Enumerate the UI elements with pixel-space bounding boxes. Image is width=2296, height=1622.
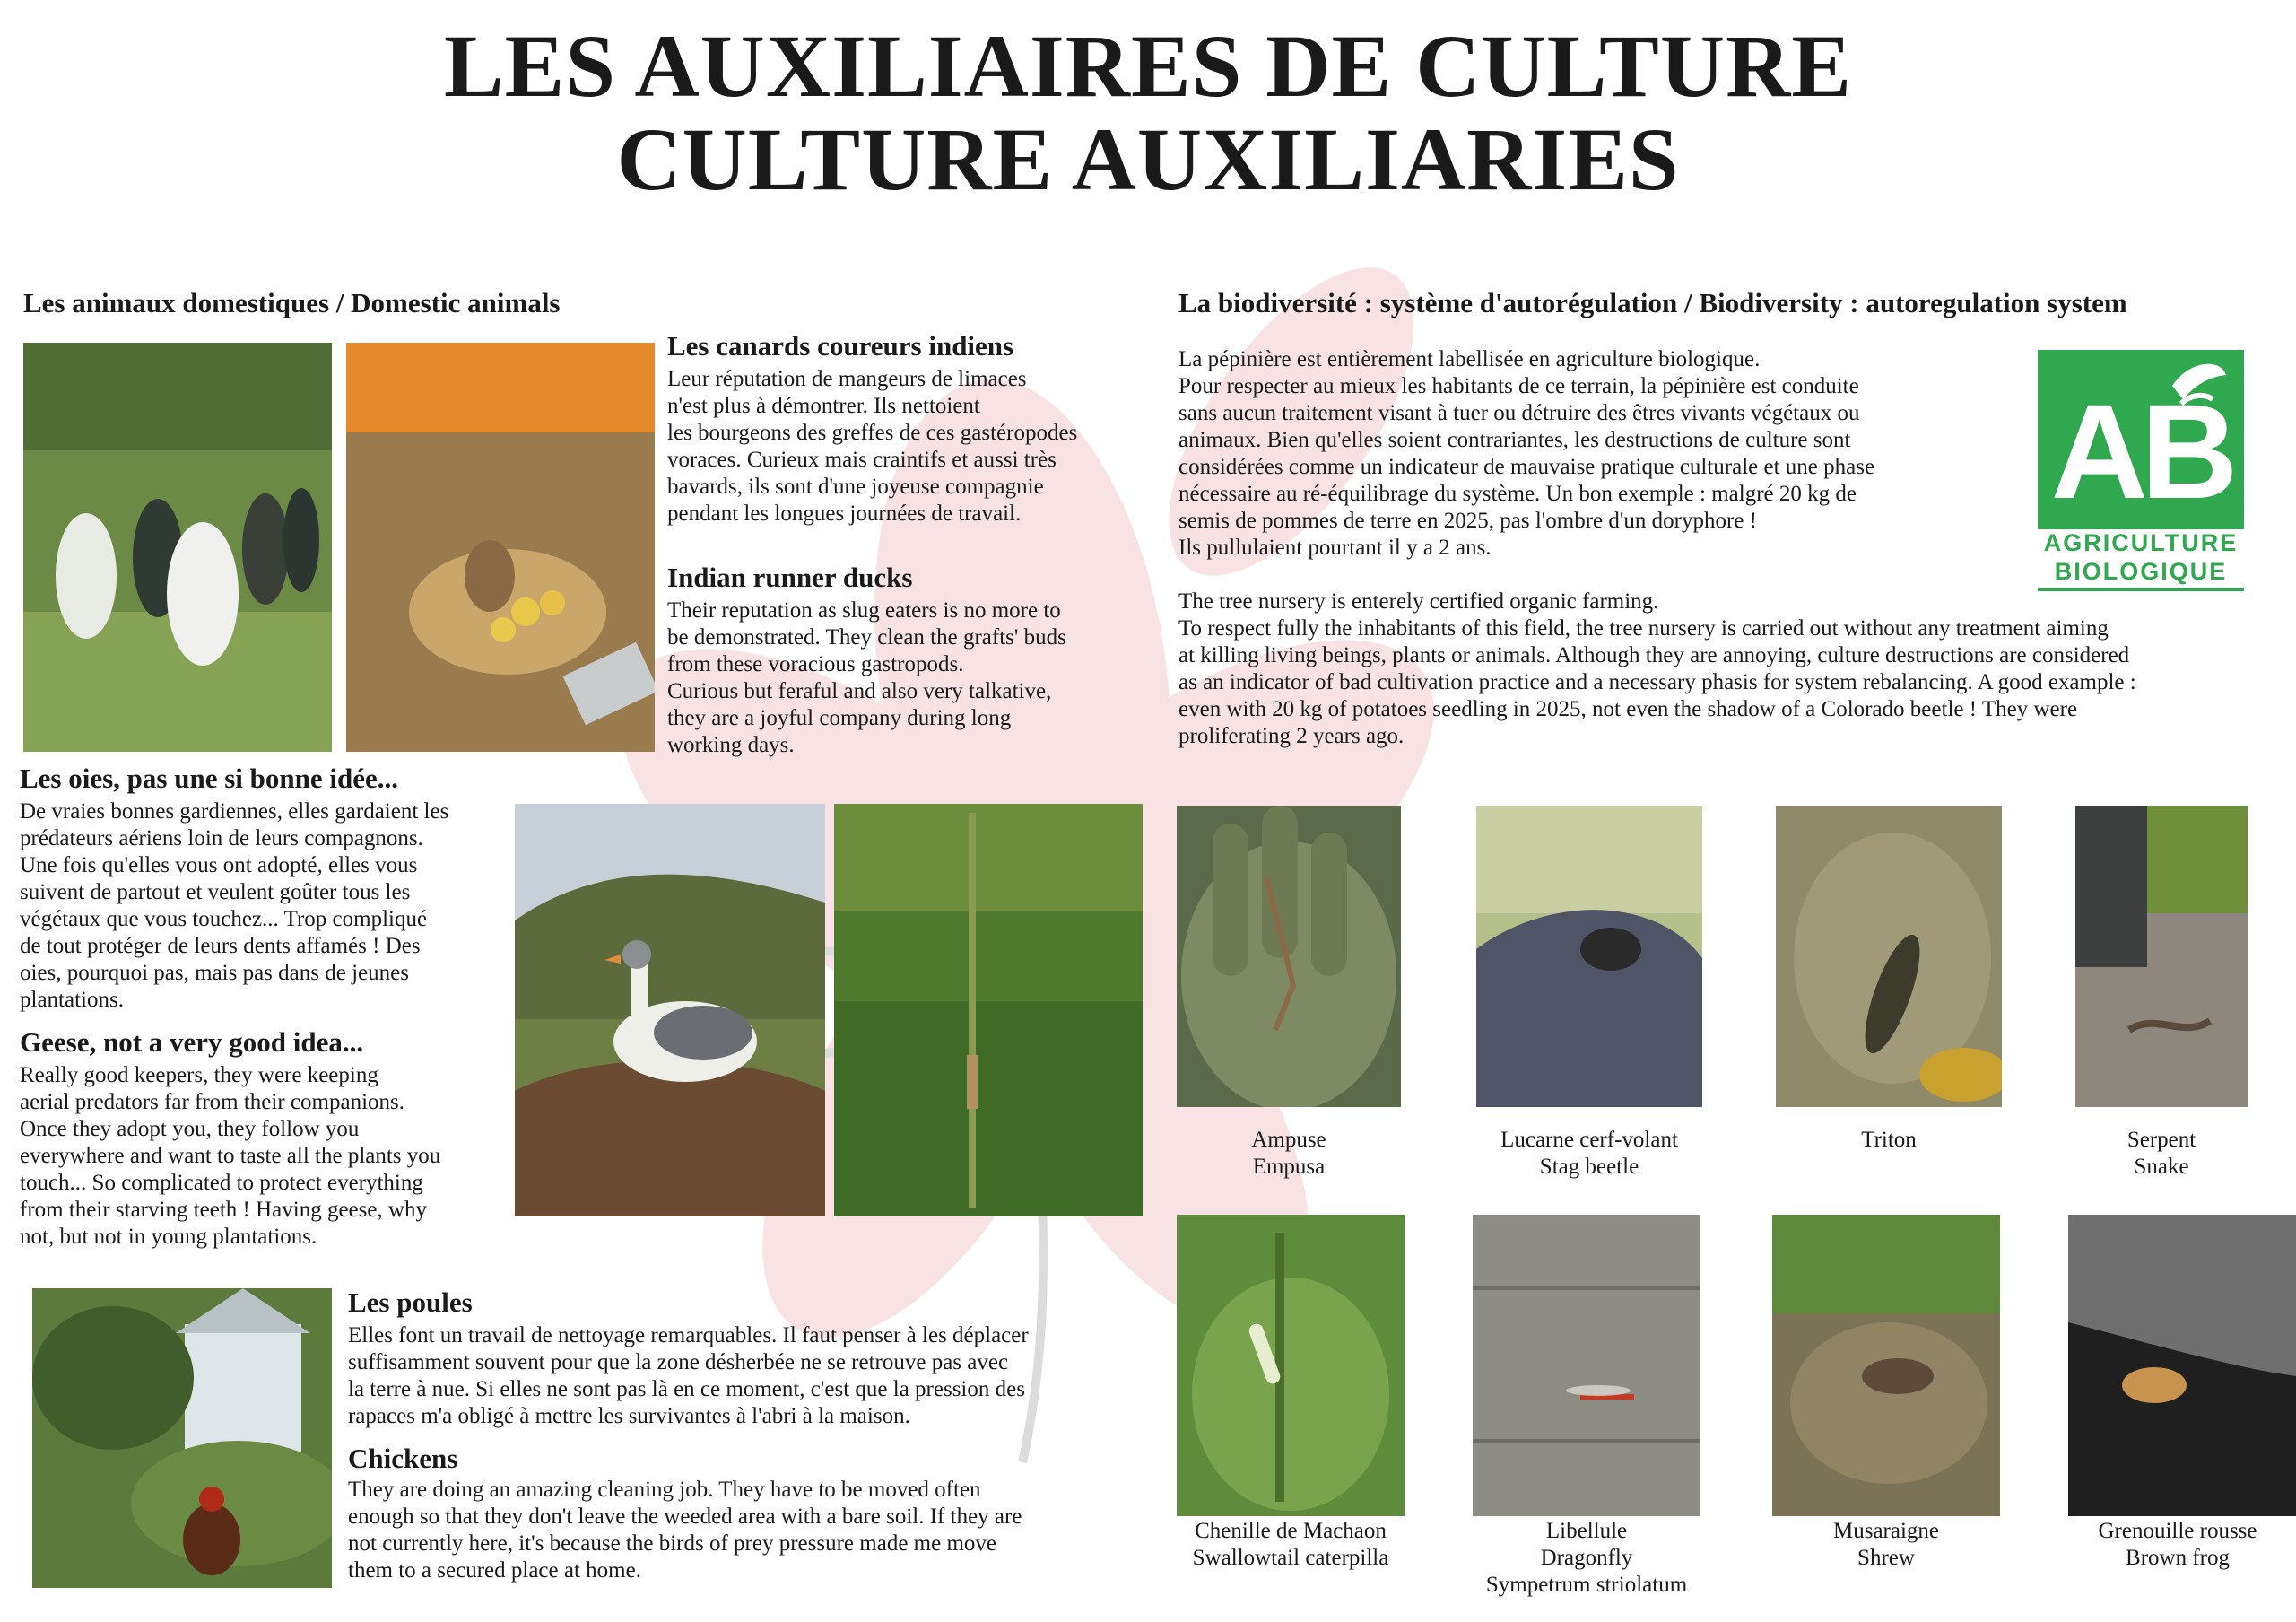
species-name-fr: Ampuse	[1251, 1128, 1326, 1152]
damaged-plant-image	[834, 804, 1143, 1216]
species-name-fr: Grenouille rousse	[2098, 1519, 2257, 1543]
species-name-latin: Sympetrum striolatum	[1485, 1573, 1688, 1597]
species-name-fr: Lucarne cerf-volant	[1500, 1128, 1678, 1152]
species-name-en: Swallowtail caterpilla	[1192, 1546, 1389, 1570]
dragonfly-image	[1473, 1215, 1700, 1516]
species-caption-dragonfly	[1453, 1518, 1720, 1599]
caterpillar-image	[1177, 1215, 1405, 1516]
species-name-en: Snake	[2134, 1155, 2189, 1179]
ducks-field-image	[23, 343, 332, 752]
geese-text-fr: De vraies bonnes gardiennes, elles gardaient les prédateurs aériens loin de leurs compagnons. Une fois qu'elles vous ont adopté, elles vous suivent de partout et veulent goûter tous les végétaux que vous touchez... Trop compliqué de tout protéger de leurs dents affamés ! Des oies, pourquoi pas, mais pas dans de jeunes plantations.	[20, 799, 449, 1012]
geese-title-fr: Les oies, pas une si bonne idée...	[20, 763, 399, 794]
species-photo-empusa	[1177, 806, 1401, 1107]
chickens-image	[32, 1288, 332, 1588]
empusa-image	[1177, 806, 1401, 1107]
chickens-text-en: They are doing an amazing cleaning job. They have to be moved often enough so that they don't leave the weeded area with a bare soil. If they are not currently here, it's because the birds of prey pressure made me move them to a secured place at home.	[348, 1478, 1022, 1583]
species-photo-shrew	[1772, 1215, 2000, 1516]
species-caption-caterpillar	[1162, 1518, 1419, 1572]
species-caption-stag-beetle	[1453, 1127, 1726, 1181]
species-photo-dragonfly	[1473, 1215, 1700, 1516]
snake-image	[2075, 806, 2248, 1107]
stag-beetle-image	[1476, 806, 1702, 1107]
species-photo-snake	[2075, 806, 2248, 1107]
ducklings-photo-shelter	[346, 343, 655, 752]
ducklings-shelter-image	[346, 343, 655, 752]
species-caption-empusa	[1177, 1127, 1401, 1181]
ducks-text-en: Their reputation as slug eaters is no more to be demonstrated. They clean the grafts' buds from these voracious gastropods. Curious but feraful and also very talkative, they are a joyful company during long working days.	[667, 598, 1066, 757]
main-title-fr: LES AUXILIAIRES DE CULTURE	[443, 16, 1853, 116]
ducks-photo-field	[23, 343, 332, 752]
species-name-fr: Serpent	[2126, 1128, 2196, 1152]
chickens-photo	[32, 1288, 332, 1588]
species-name-fr: Libellule	[1545, 1519, 1628, 1543]
brown-frog-image	[2068, 1215, 2296, 1516]
species-name-en: Empusa	[1252, 1155, 1326, 1179]
species-name-en: Stag beetle	[1539, 1155, 1639, 1179]
main-title-en: CULTURE AUXILIARIES	[616, 109, 1680, 209]
damaged-plant-photo	[834, 804, 1143, 1216]
organic-farming-logo	[2038, 350, 2244, 592]
chickens-title-en: Chickens	[348, 1443, 458, 1474]
triton-image	[1776, 806, 2002, 1107]
geese-text-en: Really good keepers, they were keeping aerial predators far from their companions. Once they adopt you, they follow you everywhere and want to taste all the plants you touch... So complicated to protect everything from their starving teeth ! Having geese, why not, but not in young plantations.	[20, 1063, 441, 1249]
species-photo-triton	[1776, 806, 2002, 1107]
ducks-title-en: Indian runner ducks	[667, 562, 913, 593]
ab-logo-line1: AGRICULTURE	[2043, 529, 2239, 556]
species-name-en: Shrew	[1857, 1546, 1915, 1570]
species-name-en: Brown frog	[2126, 1546, 2230, 1570]
species-caption-triton	[1776, 1127, 2002, 1154]
goose-image	[515, 804, 825, 1216]
biodiversity-text-en: The tree nursery is enterely certified organic farming. To respect fully the inhabitants of this field, the tree nursery is carried out without any treatment aiming at killing living beings, plants or animals. Although they are annoying, culture destructions are considered as an indicator of bad cultivation practice and a necessary phasis for system rebalancing. A good example : even with 20 kg of potatoes seedling in 2025, not even the shadow of a Colorado beetle ! They were proliferating 2 years ago.	[1178, 589, 2136, 748]
species-photo-brown-frog	[2068, 1215, 2296, 1516]
biodiversity-heading: La biodiversité : système d'autorégulation / Biodiversity : autoregulation system	[1178, 287, 2127, 318]
species-name-en: Dragonfly	[1540, 1546, 1633, 1570]
chickens-title-fr: Les poules	[348, 1286, 473, 1318]
goose-photo	[515, 804, 825, 1216]
shrew-image	[1772, 1215, 2000, 1516]
geese-title-en: Geese, not a very good idea...	[20, 1026, 364, 1058]
chickens-text-fr: Elles font un travail de nettoyage remarquables. Il faut penser à les déplacer suffisamment souvent pour que la zone désherbée ne se retrouve pas avec la terre à nue. Si elles ne sont pas là en ce moment, c'est que la pression des rapaces m'a obligé à mettre les survivantes à l'abri à la maison.	[348, 1323, 1029, 1428]
domestic-animals-heading: Les animaux domestiques / Domestic animals	[23, 287, 561, 318]
ab-letters: AB	[2050, 376, 2231, 527]
species-photo-caterpillar	[1177, 1215, 1405, 1516]
species-name-fr: Chenille de Machaon	[1195, 1519, 1387, 1543]
species-caption-snake	[2075, 1127, 2248, 1181]
species-photo-stag-beetle	[1476, 806, 1702, 1107]
ducks-text-fr: Leur réputation de mangeurs de limaces n'est plus à démontrer. Ils nettoient les bourgeons des greffes de ces gastéropodes voraces. Curieux mais craintifs et aussi très bavards, ils sont d'une joyeuse compagnie pendant les longues journées de travail.	[667, 367, 1078, 526]
ab-logo-line2: BIOLOGIQUE	[2038, 558, 2244, 591]
ducks-title-fr: Les canards coureurs indiens	[667, 330, 1014, 362]
species-caption-brown-frog	[2059, 1518, 2296, 1572]
biodiversity-text-fr: La pépinière est entièrement labellisée en agriculture biologique. Pour respecter au mieux les habitants de ce terrain, la pépinière est conduite sans aucun traitement visant à tuer ou détruire des êtres vivants végétaux ou animaux. Bien qu'elles soient contrariantes, les destructions de culture sont considérées comme un indicateur de mauvaise pratique culturale et une phase nécessaire au ré-équilibrage du système. Un bon exemple : malgré 20 kg de semis de pommes de terre en 2025, pas l'ombre d'un doryphore ! Ils pullulaient pourtant il y a 2 ans.	[1178, 347, 1875, 560]
species-name-fr: Musaraigne	[1832, 1519, 1940, 1543]
species-caption-shrew	[1772, 1518, 2000, 1572]
ab-logo-box	[2038, 350, 2244, 529]
species-name-fr: Triton	[1861, 1128, 1917, 1152]
